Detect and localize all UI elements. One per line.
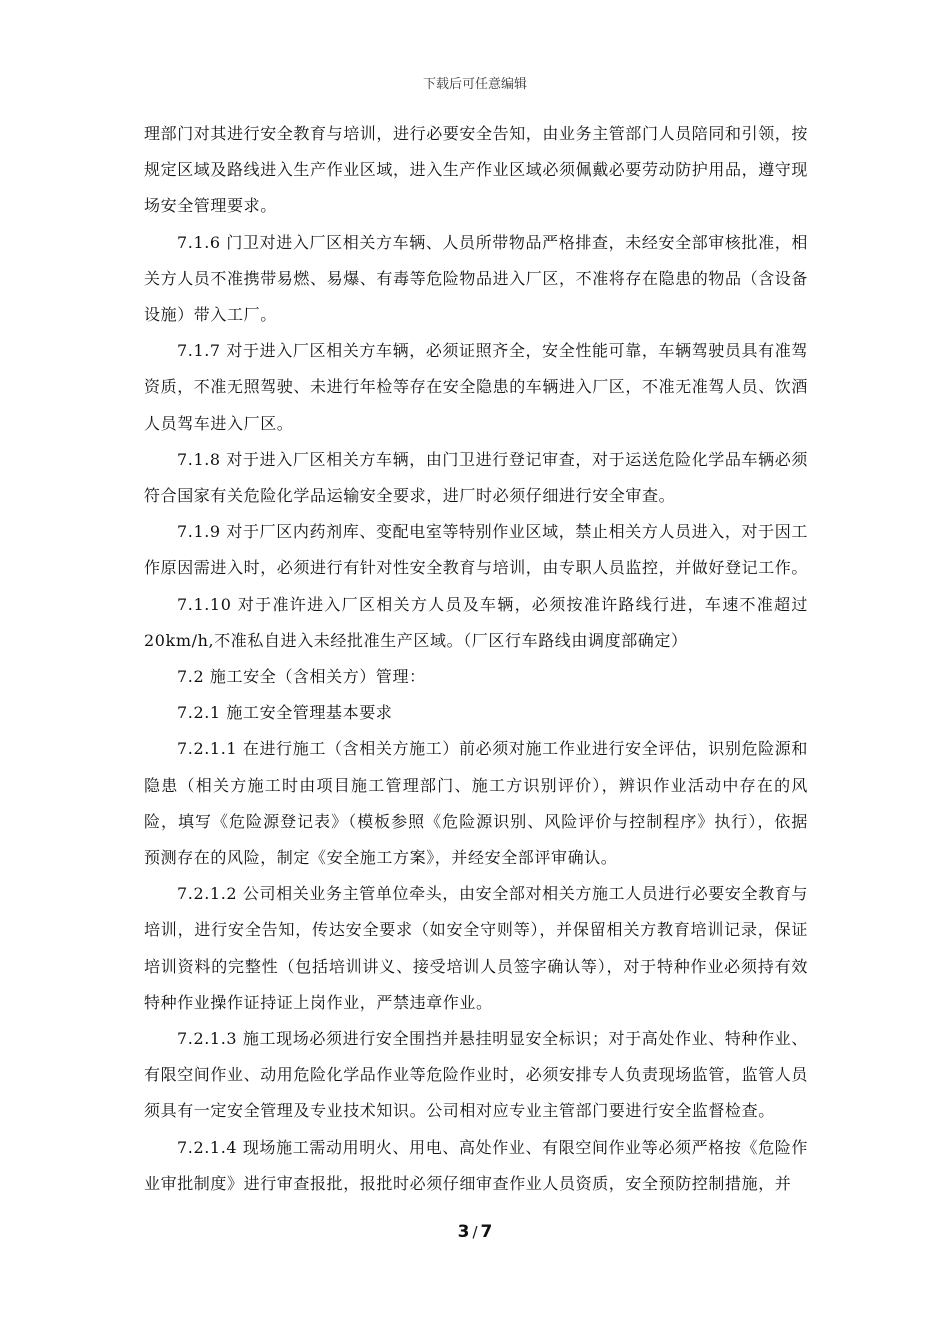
paragraph: 7.2.1.3 施工现场必须进行安全围挡并悬挂明显安全标识；对于高处作业、特种作业、有限空间作业、动用危险化学品作业等危险作业时，必须安排专人负责现场监管，监管人员须具有一定安全管理及专业技术知识。公司相对应专业主管部门要进行安全监督检查。: [144, 1029, 809, 1121]
paragraph: 7.2.1.2 公司相关业务主管单位牵头，由安全部对相关方施工人员进行必要安全教育与培训，进行安全告知，传达安全要求（如安全守则等），并保留相关方教育培训记录，保证培训资料的完整性（包括培训讲义、接受培训人员签字确认等），对于特种作业必须持有效特种作业操作证持证上岗作业，严禁违章作业。: [144, 884, 808, 1012]
section-heading: 7.2 施工安全（含相关方）管理：: [177, 667, 426, 687]
paragraph: 理部门对其进行安全教育与培训，进行必要安全告知，由业务主管部门人员陪同和引领，按规定区域及路线进入生产作业区域，进入生产作业区域必须佩戴必要劳动防护用品，遵守现场安全管理要求。: [144, 124, 809, 216]
page-header: 下载后可任意编辑: [422, 77, 527, 92]
page-current: 3: [457, 1222, 470, 1242]
page-separator: /: [472, 1223, 478, 1241]
paragraph: 7.2.1.1 在进行施工（含相关方施工）前必须对施工作业进行安全评估，识别危险源和隐患（相关方施工时由项目施工管理部门、施工方识别评价），辨识作业活动中存在的风险，填写《危险源登记表》（模板参照《危险源识别、风险评价与控制程序》执行），依据预测存在的风险，制定《安全施工方案》，并经安全部评审确认。: [144, 739, 808, 868]
page-total: 7: [480, 1222, 493, 1242]
paragraph: 7.1.8 对于进入厂区相关方车辆，由门卫进行登记审查，对于运送危险化学品车辆必须符合国家有关危险化学品运输安全要求，进厂时必须仔细进行安全审查。: [144, 449, 808, 506]
paragraph: 7.1.9 对于厂区内药剂库、变配电室等特别作业区域，禁止相关方人员进入，对于因工作原因需进入时，必须进行有针对性安全教育与培训，由专职人员监控，并做好登记工作。: [144, 522, 809, 578]
paragraph: 7.1.6 门卫对进入厂区相关方车辆、人员所带物品严格排查，未经安全部审核批准，相关方人员不准携带易燃、易爆、有毒等危险物品进入厂区，不准将存在隐患的物品（含设备设施）带入工厂。: [144, 232, 809, 325]
paragraph: 7.2.1.4 现场施工需动用明火、用电、高处作业、有限空间作业等必须严格按《危险作业审批制度》进行审查报批，报批时必须仔细审查作业人员资质，安全预防控制措施，并: [144, 1137, 808, 1193]
paragraph: 7.1.10 对于准许进入厂区相关方人员及车辆，必须按准许路线行进，车速不准超过20km/h,不准私自进入未经批准生产区域。（厂区行车路线由调度部确定）: [144, 594, 808, 650]
document-body: [144, 116, 808, 1202]
paragraph: 7.1.7 对于进入厂区相关方车辆，必须证照齐全，安全性能可靠，车辆驾驶员具有准驾资质，不准无照驾驶、未进行年检等存在安全隐患的车辆进入厂区，不准无准驾人员、饮酒人员驾车进入厂区。: [144, 341, 809, 433]
subsection-heading: 7.2.1 施工安全管理基本要求: [177, 703, 393, 723]
page-number: [0, 1222, 950, 1242]
